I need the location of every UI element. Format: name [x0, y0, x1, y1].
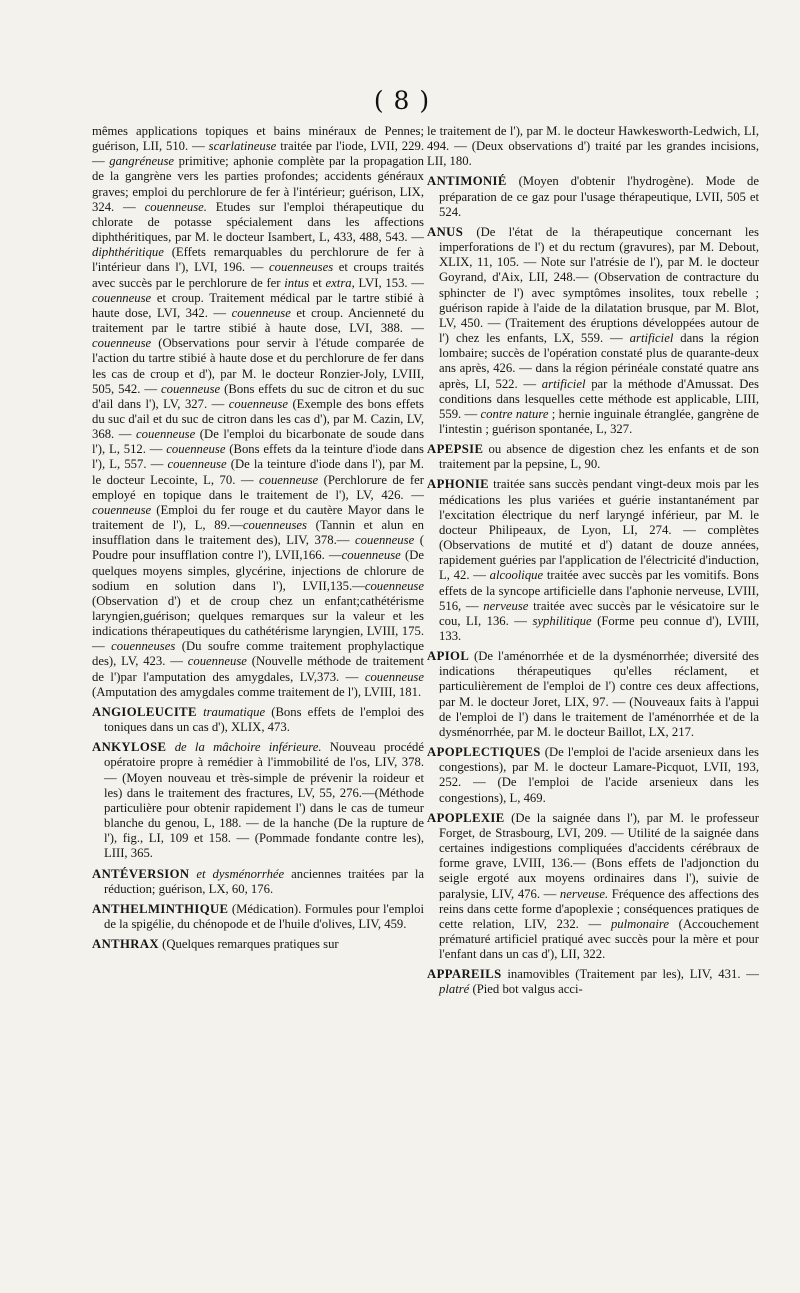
entry-text: ou absence de digestion chez les enfants et de son traitement par la pepsine, L, 90.	[439, 442, 759, 472]
entry-text: et croups traités avec succès par le perchlorure de fer	[92, 260, 424, 290]
entry-headword: ANUS	[427, 224, 464, 239]
entry-text: (De l'état de la thérapeutique concernant les imperforations de l') et du rectum (gravures), par M. Debout, XLIX, 11, 105. — Note sur l'atrésie de l'), par M. le docteur Goyrand, d'Aix, LII, 248.— (Observation de contracture du sphincter de l') avec symptômes insolites, toux rebelle ; guérison rapide à l'aide de la dilatation brusque, par M. Blot, LV, 450. — (Traitement des éruptions développées autour de l') chez les enfants, LX, 559. —	[439, 224, 759, 346]
entry-italic-text: syphilitique	[532, 613, 592, 628]
entry-text: traitée par l'iode, LVII, 229. —	[92, 139, 424, 169]
index-entry	[427, 811, 759, 963]
entry-text: et croup. Ancienneté du traitement par le tartre stibié à haute dose, LVI, 388. —	[92, 305, 424, 336]
entry-italic-text: pulmonaire	[610, 916, 669, 931]
entry-italic-text: couenneuse	[92, 290, 152, 305]
entry-text: et	[308, 275, 326, 290]
entry-text: (Forme peu connue d'), LVIII, 133.	[439, 613, 759, 643]
entry-italic-text: couenneuse	[228, 396, 288, 411]
index-entry	[427, 967, 759, 997]
entry-text: (Nouvelle méthode de traitement de l')par l'amputation des amygdales, LV,373. —	[92, 654, 424, 684]
entry-italic-text: couenneuse	[231, 305, 291, 320]
entry-text	[166, 740, 174, 754]
entry-italic-text: couenneuse	[136, 427, 196, 442]
entry-italic-text: couenneuse	[166, 442, 226, 457]
entry-text: (Bons effets du suc de citron et du suc d'ail dans l'), LV, 327. —	[92, 381, 425, 411]
entry-italic-text: couenneuse	[92, 502, 152, 517]
entry-italic-text: couenneuse	[258, 472, 319, 487]
entry-text: inamovibles (Traitement par les), LIV, 431. —	[501, 967, 759, 982]
index-entry	[92, 902, 424, 932]
entry-text: (Tannin et alun en insufflation dans le traitement des), LIV, 378.—	[92, 518, 424, 548]
entry-headword: ANTHRAX	[92, 937, 159, 952]
left-column	[92, 124, 424, 957]
entry-italic-text: artificiel	[541, 376, 586, 391]
entry-headword: APHONIE	[427, 477, 490, 492]
entry-italic-text: gangréneuse	[109, 154, 175, 169]
entry-text: (Perchlorure de fer employé en topique dans le traitement de l'), LV, 426. —	[92, 472, 424, 502]
entry-italic-text: alcoolique	[489, 568, 544, 583]
entry-italic-text: extra,	[325, 275, 355, 290]
entry-text: mêmes applications topiques et bains minéraux de Pennes; guérison, LII, 510. —	[92, 124, 424, 154]
entry-text: (De l'emploi de l'acide arsenieux dans les congestions), par M. le docteur Lamare-Picquot, LVII, 193, 252. — (De l'emploi de l'acide arsenieux dans les congestions), L, 469.	[439, 745, 759, 805]
entry-headword: APEPSIE	[427, 442, 484, 457]
index-entry	[92, 124, 424, 700]
entry-italic-text: diphthéritique	[92, 245, 164, 260]
entry-text: (De la teinture d'iode dans l'), par M. le docteur Lecointe, L, 70. —	[92, 457, 424, 487]
entry-text: ( Poudre pour insufflation contre l'), LVII,166. —	[92, 533, 425, 563]
index-entry	[427, 477, 759, 644]
entry-text: (Bons effets da la teinture d'iode dans l'), L, 557. —	[92, 442, 424, 472]
entry-italic-text: couenneuse	[167, 457, 227, 472]
right-column	[427, 124, 759, 1003]
entry-text: (Accouchement prématuré artificiel pratiqué avec succès pour la mère et pour l'enfant dans un cas d'), LII, 322.	[439, 916, 759, 962]
entry-text: LVI, 153. —	[354, 275, 424, 290]
entry-italic-text: et dysménorrhée	[196, 866, 285, 881]
entry-text: par la méthode d'Amussat. Des conditions dans lesquelles cette méthode est applicable, LIII, 559. —	[439, 376, 759, 421]
entry-italic-text: couenneuse	[187, 654, 247, 669]
entry-text: traitée avec succès par le vésicatoire sur le cou, LI, 136. —	[439, 598, 760, 628]
entry-italic-text: couenneuse	[341, 548, 401, 563]
index-entry	[427, 745, 759, 806]
index-entry	[427, 649, 759, 740]
entry-text: (Pied bot valgus acci-	[469, 982, 583, 997]
entry-headword: ANTÉVERSION	[92, 866, 190, 881]
entry-italic-text: couenneuses	[242, 518, 307, 533]
entry-italic-text: platré	[439, 982, 470, 997]
entry-text: Etudes sur l'emploi thérapeutique du chlorate de potasse spécialement dans les affections diphthéritiques, par M. le docteur Isambert, L, 433, 488, 543. —	[92, 199, 425, 245]
entry-text: (Du soufre comme traitement prophylactique des), LV, 423. —	[92, 639, 424, 669]
index-entry	[427, 225, 759, 437]
entry-text: (Observation d') et de croup chez un enfant;cathétérisme laryngien,guérison; quelques remarques sur la valeur et les indications thérapeutiques du cathétérisme laryngien, LVIII, 175. —	[92, 593, 424, 654]
entry-headword: ANTIMONIÉ	[427, 174, 507, 189]
entry-italic-text: couenneuse	[160, 381, 221, 396]
entry-italic-text: de la mâchoire inférieure.	[174, 740, 322, 755]
entry-text: (De l'emploi du bicarbonate de soude dans l'), L, 512. —	[92, 427, 425, 457]
entry-italic-text: scarlatineuse	[208, 139, 277, 154]
index-entry	[92, 937, 424, 952]
entry-text: primitive; aphonie complète par la propagation de la gangrène vers les parties profondes; accidents généraux graves; emploi du perchlorure de fer à l'intérieur; guérison, LIX, 324. —	[92, 154, 424, 214]
entry-text: et croup. Traitement médical par le tartre stibié à haute dose, LVI, 342. —	[92, 290, 424, 320]
index-entry	[92, 740, 424, 861]
entry-text: dans la région lombaire; succès de l'opération constaté plus de quarante-deux ans après, 426. — dans la région périnéale constaté quatre ans après, LI, 522. —	[439, 331, 759, 391]
entry-italic-text: contre nature	[480, 406, 549, 421]
entry-italic-text: couenneuse.	[144, 199, 207, 214]
entry-text: anciennes traitées par la réduction; guérison, LX, 60, 176.	[104, 866, 424, 896]
entry-italic-text: couenneuse	[355, 533, 415, 548]
entry-text: Fréquence des affections des reins dans cette forme d'apoplexie ; conséquences pratiques de cette relation, LIV, 232. —	[439, 886, 759, 931]
entry-text: (De la saignée dans l'), par M. le professeur Forget, de Strasbourg, LVI, 209. — Utilité de la saignée dans certaines indigestions compliquées d'accidents cérébraux de forme grave, LVIII, 136.— (Bons effets de l'adjonction du seigle ergoté aux moyens ordinaires dans l'), suivie de paralysie, LIV, 476. —	[439, 810, 759, 901]
entry-headword: ANTHELMINTHIQUE	[92, 901, 229, 916]
entry-text: le traitement de l'), par M. le docteur Hawkesworth-Ledwich, LI, 494. — (Deux observations d') traité par les grandes incisions, LII, 180.	[427, 124, 759, 169]
entry-text: traitée avec succès par les vomitifs. Bons effets de la syncope artificielle dans l'aphonie nerveuse, LVIII, 516, —	[439, 568, 759, 613]
index-entry	[92, 705, 424, 735]
entry-italic-text: intus	[284, 275, 309, 290]
entry-italic-text: artificiel	[629, 331, 674, 346]
entry-italic-text: couenneuse	[92, 336, 152, 351]
entry-headword: APPAREILS	[427, 967, 502, 982]
index-entry	[92, 867, 424, 897]
entry-headword: APIOL	[427, 649, 470, 664]
index-entry	[427, 174, 759, 219]
entry-headword: ANKYLOSE	[92, 740, 167, 755]
entry-text: (Effets remarquables du perchlorure de fer à l'intérieur dans l'), LVI, 196. —	[92, 245, 424, 275]
entry-text: (Emploi du fer rouge et du cautère Mayor dans le traitement de l'), L, 89.—	[92, 502, 424, 533]
entry-text: (Exemple des bons effets du suc d'ail et du suc de citron dans les cas d'), par M. Cazin, LV, 368. —	[92, 396, 424, 442]
page-number: ( 8 )	[373, 86, 431, 115]
index-entry	[427, 124, 759, 169]
entry-italic-text: couenneuse	[364, 578, 424, 593]
entry-text: (Observations pour servir à l'étude comparée de l'action du tartre stibié à haute dose et du perchlorure de fer dans les cas de croup et d'), par M. le docteur Ronzier-Joly, LVIII, 505, 542. —	[92, 336, 424, 396]
entry-italic-text: couenneuses	[111, 639, 176, 654]
entry-text: (Amputation des amygdales comme traitement de l'), LVIII, 181.	[92, 684, 422, 699]
entry-text: (Quelques remarques pratiques sur	[158, 937, 339, 952]
entry-italic-text: nerveuse.	[559, 886, 609, 901]
entry-headword: APOPLEXIE	[427, 810, 505, 825]
entry-headword: APOPLECTIQUES	[427, 745, 541, 760]
entry-italic-text: couenneuse	[364, 669, 424, 684]
index-entry	[427, 442, 759, 472]
entry-italic-text: nerveuse	[483, 598, 529, 613]
entry-italic-text: couenneuses	[269, 260, 334, 275]
entry-text: (Bons effets de l'emploi des toniques dans un cas d'), XLIX, 473.	[104, 704, 424, 735]
entry-text: traitée sans succès pendant vingt-deux mois par les médications les plus variées et guérie instantanément par l'excitation électrique du nerf laryngé inférieur, par M. le docteur Philipeaux, de Lyon, LI, 274. — complètes (Observations de mutité et d') datant de douze années, rapidement guéries par l'application de l'électricité d'induction, L, 42. —	[439, 477, 759, 583]
entry-text: (Médication). Formules pour l'emploi de la spigélie, du chénopode et de l'huile d'olives, LIV, 459.	[104, 901, 424, 931]
entry-text: (De quelques moyens simples, glycérine, injections de chlorure de sodium en solution dans l'), LVII,135.—	[92, 548, 424, 593]
entry-text: (Moyen d'obtenir l'hydrogène). Mode de préparation de ce gaz pour l'usage thérapeutique, LVII, 505 et 524.	[439, 174, 759, 219]
entry-text: (De l'aménorrhée et de la dysménorrhée; diversité des indications thérapeutiques qu'elles réclament, et particulièrement de l'emploi de l') contre ces deux affections, par M. le docteur Joret, LIX, 97. — (Nouveaux faits à l'appui de l'emploi de l') dans le traitement de l'aménorrhée et de la dysménorrhée, par M. le docteur Baillot, LX, 217.	[439, 649, 759, 739]
entry-headword: ANGIOLEUCITE	[92, 704, 197, 719]
entry-text: ; hernie inguinale étranglée, gangrène de l'intestin ; guérison spontanée, L, 327.	[439, 406, 759, 436]
entry-text: Nouveau procédé opératoire propre à remédier à l'immobilité de l'os, LIV, 378. — (Moyen nouveau et très-simple de prévenir la roideur et les) dans le traitement des fractures, LV, 55, 276.—(Méthode particulière pour obtenir rapidement l') dans le cas de tumeur blanche du genou, L, 188. — de la hanche (De la rupture de l'), fig., LI, 109 et 158. — (Pommade fondante contre les), LIII, 365.	[104, 740, 425, 861]
entry-italic-text: traumatique	[203, 704, 266, 719]
